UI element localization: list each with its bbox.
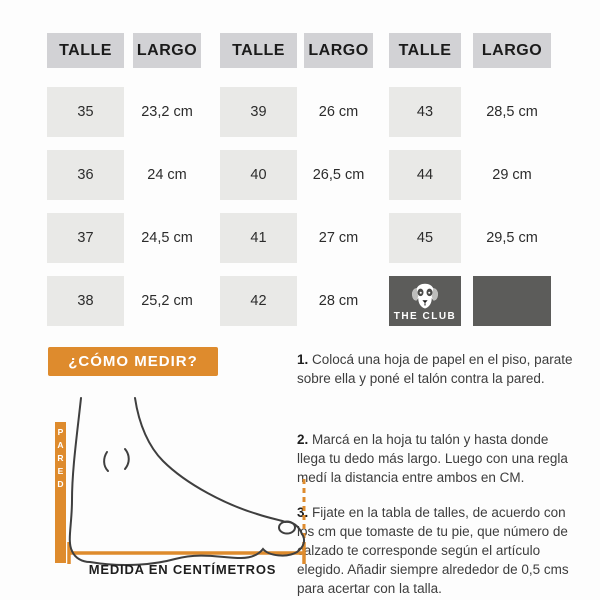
length-cell: 28 cm (318, 293, 359, 309)
foot-outline-instep (135, 398, 285, 522)
step-text: Colocá una hoja de papel en el piso, parate sobre ella y poné el talón contra la pared. (297, 352, 573, 386)
foot-illustration (55, 395, 315, 590)
largo-header: LARGO (304, 33, 373, 68)
length-cell: 24,5 cm (141, 230, 193, 246)
length-cell: 29 cm (492, 167, 532, 183)
length-cell: 28,5 cm (486, 104, 538, 120)
size-cell: 35 (47, 87, 124, 137)
largo-header: LARGO (473, 33, 551, 68)
brand-accent-cell (473, 276, 551, 326)
length-cell: 26,5 cm (312, 167, 365, 183)
size-cell: 42 (220, 276, 297, 326)
size-cell: 37 (47, 213, 124, 263)
size-cell: 40 (220, 150, 297, 200)
length-cell: 29,5 cm (486, 230, 538, 246)
wall-label: PARED (55, 427, 66, 492)
length-cell: 23,2 cm (141, 104, 193, 120)
table-column-talle-3 (389, 33, 461, 326)
step-number: 2. (297, 432, 309, 447)
table-column-largo-1 (133, 33, 201, 326)
talle-header: TALLE (220, 33, 297, 68)
table-column-largo-2 (304, 33, 373, 326)
toenail (279, 522, 295, 534)
dog-head-icon (410, 283, 440, 310)
step-text: Marcá en la hoja tu talón y hasta donde llega tu dedo más largo. Luego con una regla medí la distancia entre ambos en CM. (297, 432, 568, 485)
talle-header: TALLE (47, 33, 124, 68)
length-cell: 24 cm (147, 167, 187, 183)
ankle-mark-left (104, 452, 108, 471)
table-column-largo-3 (473, 33, 551, 326)
length-cell: 26 cm (318, 104, 359, 120)
table-column-talle-1 (47, 33, 124, 326)
step-number: 3. (297, 505, 309, 520)
size-cell: 44 (389, 150, 461, 200)
size-cell: 41 (220, 213, 297, 263)
step-text: Fijate en la tabla de talles, de acuerdo con los cm que tomaste de tu pie, que número de calzado te corresponde según el artículo elegido. Añadir siempre alrededor de 0,5 cms para acertar con la talla. (297, 505, 569, 596)
step-number: 1. (297, 352, 309, 367)
table-column-talle-2 (220, 33, 297, 326)
length-cell: 25,2 cm (141, 293, 193, 309)
brand-logo-cell (389, 276, 461, 326)
size-cell: 45 (389, 213, 461, 263)
length-cell: 27 cm (318, 230, 359, 246)
size-cell: 43 (389, 87, 461, 137)
brand-name: THE CLUB (393, 311, 457, 322)
instruction-step-3 (297, 503, 575, 598)
wall-bar (55, 422, 66, 563)
talle-header: TALLE (389, 33, 461, 68)
largo-header: LARGO (133, 33, 201, 68)
instruction-step-1 (297, 350, 575, 388)
how-to-measure-title: ¿CÓMO MEDIR? (48, 347, 218, 376)
size-cell: 39 (220, 87, 297, 137)
instruction-step-2 (297, 430, 575, 487)
size-cell: 36 (47, 150, 124, 200)
ankle-mark-right (125, 449, 129, 469)
measure-label: MEDIDA EN CENTÍMETROS (88, 562, 277, 577)
size-cell: 38 (47, 276, 124, 326)
